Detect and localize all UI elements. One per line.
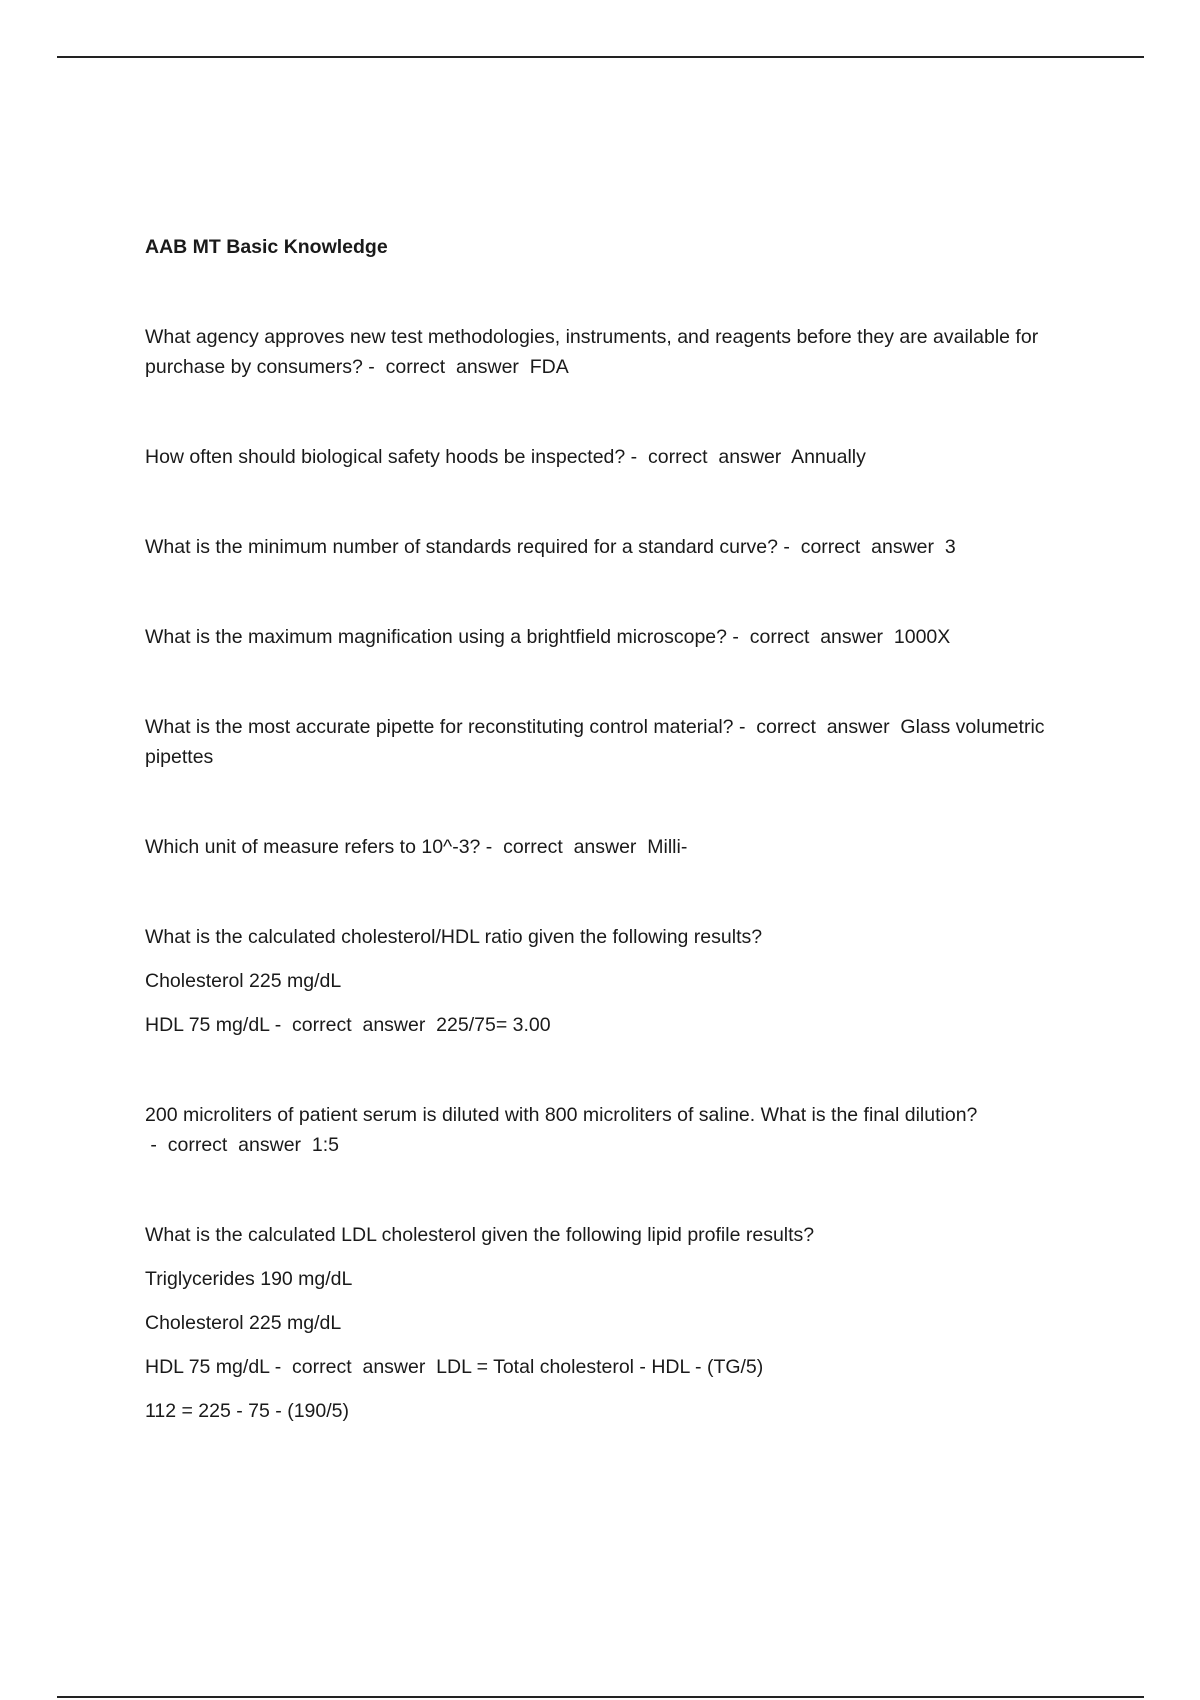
qa-item — [145, 532, 1090, 562]
answer-separator: - correct answer — [727, 626, 894, 648]
question-text — [145, 1100, 1090, 1160]
line-text: Cholesterol 225 mg/dL — [145, 970, 342, 992]
line-text: HDL 75 mg/dL — [145, 1356, 270, 1378]
answer-separator: - correct answer — [480, 836, 648, 858]
question-detail — [145, 1264, 1090, 1294]
document-body — [145, 232, 1090, 1486]
question-detail — [145, 1010, 1090, 1040]
qa-list — [145, 322, 1090, 1426]
line-text: Cholesterol 225 mg/dL — [145, 1312, 342, 1334]
answer-text: Annually — [791, 446, 866, 468]
line-text: What is the calculated LDL cholesterol given the following lipid profile results? — [145, 1224, 815, 1246]
qa-item — [145, 922, 1090, 1040]
question-text — [145, 1220, 1090, 1250]
question-text — [145, 532, 1090, 562]
qa-item — [145, 832, 1090, 862]
line-text: 112 = 225 - 75 - (190/5) — [145, 1400, 349, 1422]
question-text — [145, 712, 1090, 772]
answer-text: 225/75= 3.00 — [436, 1014, 551, 1036]
question-detail — [145, 1308, 1090, 1338]
question-text — [145, 922, 1090, 952]
qa-item — [145, 322, 1090, 382]
answer-separator: - correct answer — [269, 1014, 437, 1036]
answer-text: FDA — [529, 356, 569, 378]
answer-text: Glass volumetric pipettes — [145, 716, 1045, 768]
answer-text: 1000X — [893, 626, 951, 648]
answer-text: Milli- — [647, 836, 688, 858]
qa-item — [145, 622, 1090, 652]
question-text — [145, 832, 1090, 862]
qa-item — [145, 442, 1090, 472]
question-text — [145, 622, 1090, 652]
line-text: HDL 75 mg/dL — [145, 1014, 270, 1036]
line-text: What is the maximum magnification using a brightfield microscope? — [145, 626, 728, 648]
answer-separator: - correct answer — [625, 446, 792, 468]
question-detail — [145, 1396, 1090, 1426]
line-text: 200 microliters of patient serum is diluted with 800 microliters of saline. What is the final dilution? — [145, 1104, 978, 1126]
line-text: What is the most accurate pipette for reconstituting control material? — [145, 716, 734, 738]
document-title: AAB MT Basic Knowledge — [145, 236, 388, 258]
line-text: Which unit of measure refers to 10^-3? — [145, 836, 481, 858]
qa-item — [145, 712, 1090, 772]
answer-separator: - correct answer — [733, 716, 901, 738]
answer-separator: - correct answer — [777, 536, 945, 558]
line-text: What is the minimum number of standards required for a standard curve? — [145, 536, 778, 558]
answer-separator: - correct answer — [145, 1134, 312, 1156]
qa-item — [145, 1220, 1090, 1426]
line-text: How often should biological safety hoods be inspected? — [145, 446, 626, 468]
question-text — [145, 442, 1090, 472]
answer-separator: - correct answer — [362, 356, 530, 378]
answer-text: 3 — [944, 536, 956, 558]
question-text — [145, 322, 1090, 382]
answer-text: LDL = Total cholesterol - HDL - (TG/5) — [436, 1356, 764, 1378]
qa-item — [145, 1100, 1090, 1160]
header-rule — [57, 56, 1144, 58]
answer-separator: - correct answer — [269, 1356, 437, 1378]
question-detail — [145, 966, 1090, 996]
line-text: What is the calculated cholesterol/HDL ratio given the following results? — [145, 926, 763, 948]
answer-text: 1:5 — [311, 1134, 339, 1156]
question-detail — [145, 1352, 1090, 1382]
line-text: Triglycerides 190 mg/dL — [145, 1268, 353, 1290]
line-text: What agency approves new test methodologies, instruments, and reagents before they are available for purchase by consumers? — [145, 326, 1039, 378]
footer-rule — [57, 1696, 1144, 1698]
